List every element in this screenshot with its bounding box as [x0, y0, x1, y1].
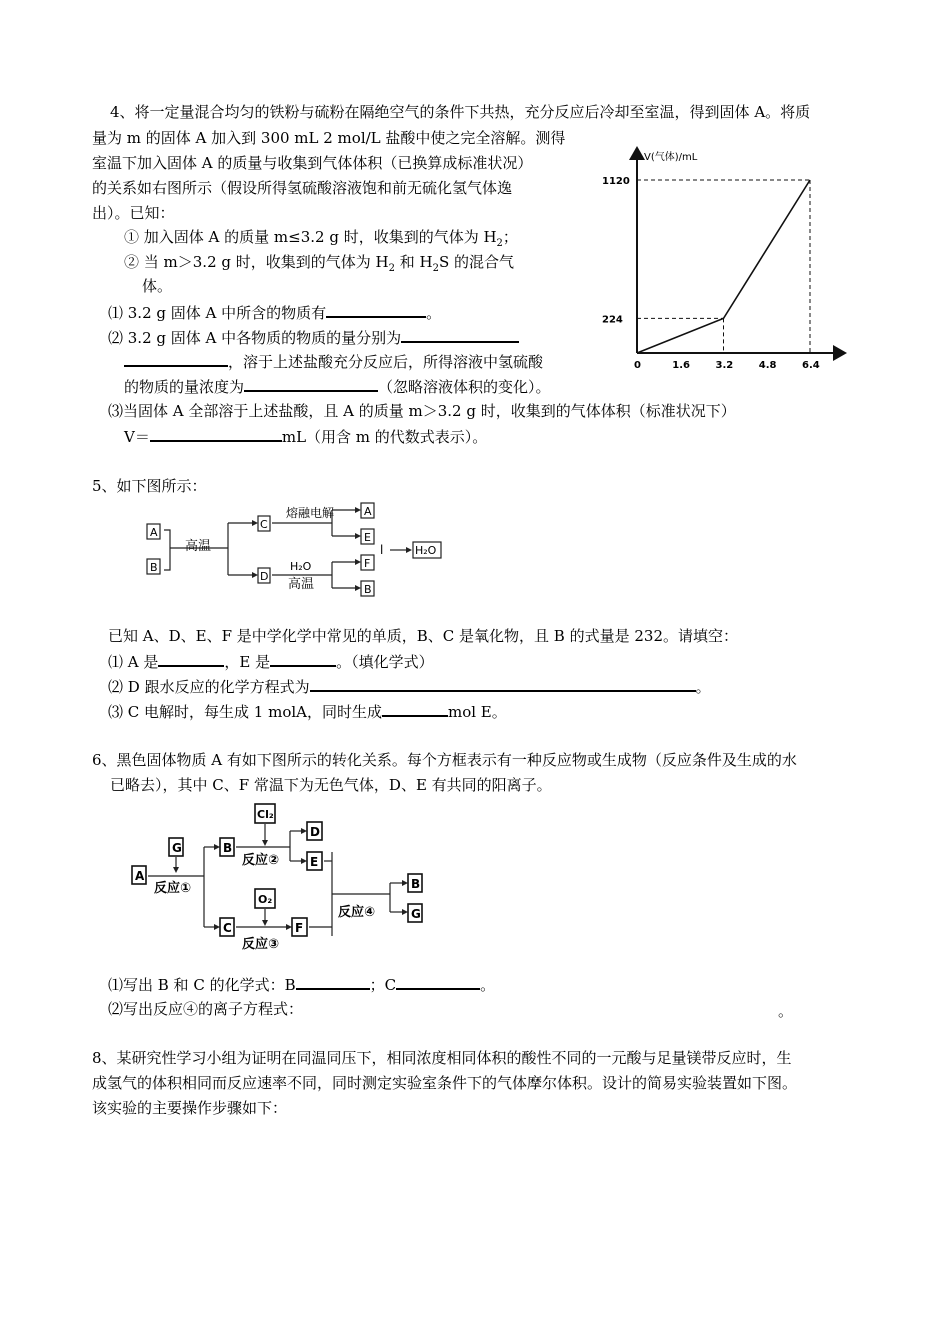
answer-blank[interactable] — [310, 676, 696, 692]
q6-label-b2: B — [411, 877, 421, 891]
answer-blank[interactable] — [296, 974, 370, 990]
q6-line-2: 已略去），其中 C、F 常温下为无色气体，D、E 有共同的阳离子。 — [110, 776, 552, 794]
q6-label-d: D — [310, 825, 320, 839]
q5-diagram — [140, 498, 460, 608]
q4-part-2-cont: ，溶于上述盐酸充分反应后，所得溶液中氢硫酸 — [124, 351, 543, 372]
q6-diagram — [128, 800, 438, 960]
q6-part-2: ⑵写出反应④的离子方程式： — [108, 1000, 304, 1018]
q4-line-5: 出）。已知： — [92, 204, 175, 222]
answer-blank[interactable] — [326, 302, 426, 318]
q6-label-g2: G — [411, 907, 421, 921]
answer-blank[interactable] — [396, 974, 480, 990]
q4-known-2: ② 当 m＞3.2 g 时，收集到的气体为 $H_2$ 和 $H_2S$ 的混合气 — [124, 253, 515, 274]
q5-cond-high-temp-2: 高温 — [288, 577, 315, 592]
x-tick-label: 4.8 — [758, 360, 777, 371]
answer-blank[interactable] — [382, 701, 448, 717]
answer-blank[interactable] — [244, 376, 378, 392]
q6-label-b: B — [223, 841, 233, 855]
x-tick-label: 1.6 — [672, 360, 690, 371]
q6-reaction-1: 反应① — [154, 881, 192, 896]
q5-cond-melt-electrolysis: 熔融电解 — [286, 506, 335, 520]
q4-known-1: ① 加入固体 A 的质量 m≤3.2 g 时，收集到的气体为 $H_2$； — [124, 228, 518, 249]
q5-label-b: B — [150, 561, 158, 574]
q6-reaction-4: 反应④ — [338, 905, 376, 920]
q5-part-1: ⑴ A 是 ，E 是 。（填化学式） — [108, 653, 434, 671]
q4-line-2: 量为 m 的固体 A 加入到 300 mL 2 mol/L 盐酸中使之完全溶解。测得 — [92, 129, 566, 147]
y-tick-label: 1120 — [602, 176, 630, 187]
q4-part-3: ⑶当固体 A 全部溶于上述盐酸，且 A 的质量 m＞3.2 g 时，收集到的气体体积（标准状况下） — [108, 402, 736, 420]
q5-label-e: E — [364, 531, 371, 544]
q4-part-3-cont: V＝ mL（用含 m 的代数式表示）。 — [124, 428, 488, 446]
q5-label-d: D — [260, 570, 269, 583]
q8-line-1: 8、某研究性学习小组为证明在同温同压下，相同浓度相同体积的酸性不同的一元酸与足量镁带反应时，生 — [92, 1049, 792, 1067]
q6-label-c: C — [223, 921, 232, 935]
q4-part-1: ⑴ 3.2 g 固体 A 中所含的物质有 。 — [108, 304, 442, 322]
y-tick-label: 224 — [602, 314, 623, 326]
q8-line-2: 成氢气的体积相同而反应速率不同，同时测定实验室条件下的气体摩尔体积。设计的简易实验装置如下图。 — [92, 1074, 798, 1092]
q4-line-1: 4、将一定量混合均匀的铁粉与硫粉在隔绝空气的条件下共热，充分反应后冷却至室温，得到固体 A。将质 — [110, 103, 811, 121]
answer-blank[interactable] — [401, 327, 519, 343]
q5-title: 5、如下图所示： — [92, 477, 207, 495]
q5-label-b2: B — [364, 583, 372, 596]
q6-label-e: E — [310, 855, 319, 869]
q6-line-1: 6、黑色固体物质 A 有如下图所示的转化关系。每个方框表示有一种反应物或生成物（反应条件及生成的水 — [92, 751, 797, 769]
q4-line-4: 的关系如右图所示（假设所得氢硫酸溶液饱和前无硫化氢气体逸 — [92, 179, 513, 197]
answer-blank[interactable] — [158, 651, 224, 667]
q5-label-water: H₂O — [415, 544, 437, 557]
q5-cond-high-temp: 高温 — [185, 539, 212, 554]
q6-part-1: ⑴写出 B 和 C 的化学式：B ；C 。 — [108, 976, 496, 994]
x-tick-label: 3.2 — [715, 360, 734, 371]
q6-part-2-end: 。 — [778, 1002, 794, 1020]
q5-known: 已知 A、D、E、F 是中学化学中常见的单质，B、C 是氧化物，且 B 的式量是 232。请填空： — [108, 627, 738, 645]
q6-reaction-3: 反应③ — [242, 937, 280, 952]
q5-part-3: ⑶ C 电解时，每生成 1 molA，同时生成 mol E。 — [108, 703, 507, 721]
q6-reaction-2: 反应② — [242, 853, 280, 868]
origin-label: 0 — [634, 360, 641, 371]
volume-mass-chart — [600, 140, 850, 372]
y-axis-label: V(气体)/mL — [644, 152, 698, 163]
q8-line-3: 该实验的主要操作步骤如下： — [92, 1099, 288, 1117]
x-tick-label: 6.4 — [802, 360, 820, 371]
answer-blank[interactable] — [124, 351, 228, 367]
q4-part-2: ⑵ 3.2 g 固体 A 中各物质的物质的量分别为 — [108, 327, 519, 348]
q5-label-a2: A — [364, 505, 372, 518]
q5-label-f: F — [364, 557, 371, 570]
q6-label-a: A — [135, 869, 145, 883]
answer-blank[interactable] — [270, 651, 336, 667]
q5-bracket-mark: l — [380, 543, 384, 557]
q5-part-2: ⑵ D 跟水反应的化学方程式为 。 — [108, 678, 711, 696]
q5-cond-water: H₂O — [290, 560, 312, 573]
q5-label-a: A — [150, 526, 158, 539]
q6-label-o2: O₂ — [258, 893, 273, 906]
q6-label-cl2: Cl₂ — [257, 808, 274, 821]
q5-label-c: C — [260, 518, 268, 531]
q6-label-f: F — [295, 921, 304, 935]
q4-line-3: 室温下加入固体 A 的质量与收集到气体体积（已换算成标准状况） — [92, 154, 533, 172]
answer-blank[interactable] — [150, 426, 282, 442]
q4-part-2-cont2: 的物质的量浓度为 （忽略溶液体积的变化）。 — [124, 378, 551, 396]
q4-known-2-cont: 体。 — [142, 277, 173, 295]
q6-label-g: G — [172, 841, 182, 855]
